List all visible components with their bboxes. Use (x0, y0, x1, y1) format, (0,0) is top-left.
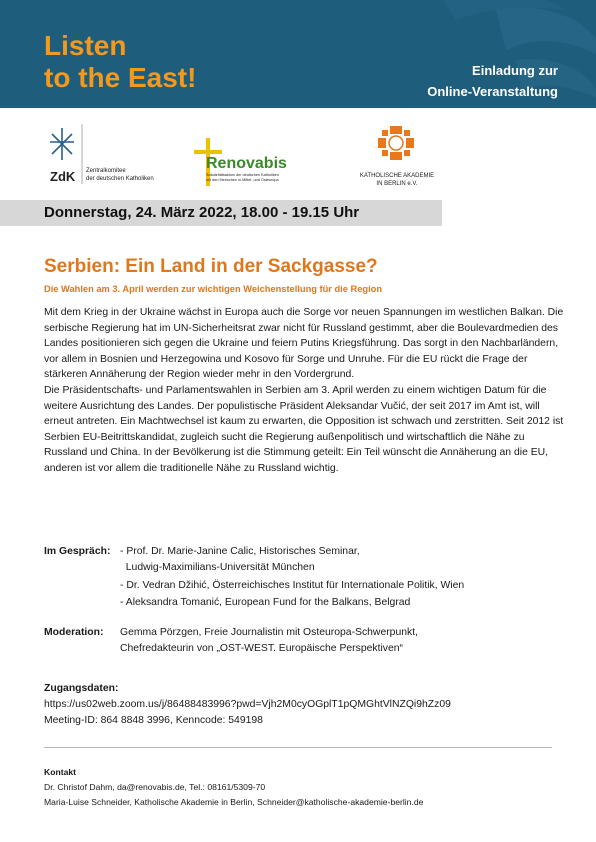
speaker-line: - Dr. Vedran Džihić, Österreichisches Institut für Internationale Politik, Wien (120, 580, 465, 591)
moderation-line: Gemma Pörzgen, Freie Journalistin mit Osteuropa-Schwerpunkt, (120, 627, 418, 638)
svg-text:IN BERLIN e.V.: IN BERLIN e.V. (376, 181, 418, 187)
svg-text:mit den Menschen in Mittel- un: mit den Menschen in Mittel- und Osteuropa (206, 178, 279, 182)
divider (44, 747, 552, 748)
invitation-subtitle (427, 60, 558, 102)
svg-text:Solidaritätsaktion der deutsch: Solidaritätsaktion der deutschen Katholiken (206, 173, 279, 177)
event-subheadline: Die Wahlen am 3. April werden zur wichtigen Weichenstellung für die Region (44, 284, 383, 294)
svg-text:ZdK: ZdK (50, 169, 76, 184)
title-line-2: to the East! (44, 62, 197, 93)
header-banner (0, 0, 596, 108)
event-headline: Serbien: Ein Land in der Sackgasse? (44, 256, 378, 277)
logo-row (0, 112, 596, 200)
meeting-id: Meeting-ID: 864 8848 3996, Kenncode: 549198 (44, 715, 263, 726)
moderation-line: Chefredakteurin von „OST-WEST. Europäische Perspektiven“ (120, 643, 403, 654)
contact-line: Maria-Luise Schneider, Katholische Akademie in Berlin, Schneider@katholische-akademie-berlin.de (44, 797, 424, 807)
svg-text:Renovabis: Renovabis (206, 155, 287, 172)
description-paragraph-2: Die Präsidentschafts- und Parlamentswahlen in Serbien am 3. April werden zu einem wichtigen Datum für die weitere Ausrichtung des Landes. Der populistische Präsident Aleksandar Vučić, der seit 2017 im Amt ist, will erneut antreten. Ein Machtwechsel ist kaum zu erwarten, die Opposition ist schwach und zerstritten. Seit 2012 ist Serbien EU-Beitrittskandidat, zugleich sucht die Regierung außenpolitisch und wirtschaftlich die Nähe zu Russland und China. In der Bevölkerung ist die Stimmung geteilt: Ein Teil wünscht die Annäherung an die EU, anderen ist vor allem die traditionelle Nähe zu Russland wichtig. (44, 384, 564, 474)
katholische-akademie-logo (352, 122, 442, 192)
speaker-line: Ludwig-Maximilians-Universität München (120, 562, 315, 573)
event-date-bar (0, 200, 442, 226)
event-description (44, 305, 564, 477)
moderation-label: Moderation: (44, 627, 104, 638)
speaker-line: - Aleksandra Tomanić, European Fund for the Balkans, Belgrad (120, 597, 411, 608)
event-date: Donnerstag, 24. März 2022, 18.00 - 19.15 Uhr (44, 204, 360, 221)
subtitle-line-1: Einladung zur (472, 63, 558, 78)
svg-text:Zentralkomitee: Zentralkomitee (86, 168, 126, 174)
svg-text:der deutschen Katholiken: der deutschen Katholiken (86, 176, 154, 182)
description-paragraph-1: Mit dem Krieg in der Ukraine wächst in Europa auch die Sorge vor neuen Spannungen im westlichen Balkan. Die serbische Regierung hat im UN-Sicherheitsrat zwar nicht für Russland gestimmt, aber die Boulevardmedien des Landes positionieren sich gegen die Ukraine und feiern Putins Kriegsführung. Das sorgt in den Nachbarländern, vor allem in Bosnien und Herzegowina und Kosovo für Sorge und Unruhe. Für die EU rückt die Frage der stärkeren Annäherung der Region wieder mehr in den Vordergrund. (44, 307, 564, 381)
zdk-logo (44, 120, 164, 190)
page-title (44, 30, 196, 94)
subtitle-line-2: Online-Veranstaltung (427, 84, 558, 99)
access-label: Zugangsdaten: (44, 683, 119, 694)
contact-line: Dr. Christof Dahm, da@renovabis.de, Tel.: 08161/5309-70 (44, 782, 266, 792)
renovabis-logo (192, 136, 312, 188)
speaker-line: - Prof. Dr. Marie-Janine Calic, Historisches Seminar, (120, 546, 360, 557)
zoom-link[interactable]: https://us02web.zoom.us/j/86488483996?pwd=Vjh2M0cyOGplT1pQMGhtVlNZQi9hZz09 (44, 699, 451, 710)
title-line-1: Listen (44, 30, 127, 61)
contact-label: Kontakt (44, 767, 76, 777)
talk-label: Im Gespräch: (44, 546, 111, 557)
svg-text:KATHOLISCHE AKADEMIE: KATHOLISCHE AKADEMIE (359, 173, 435, 179)
